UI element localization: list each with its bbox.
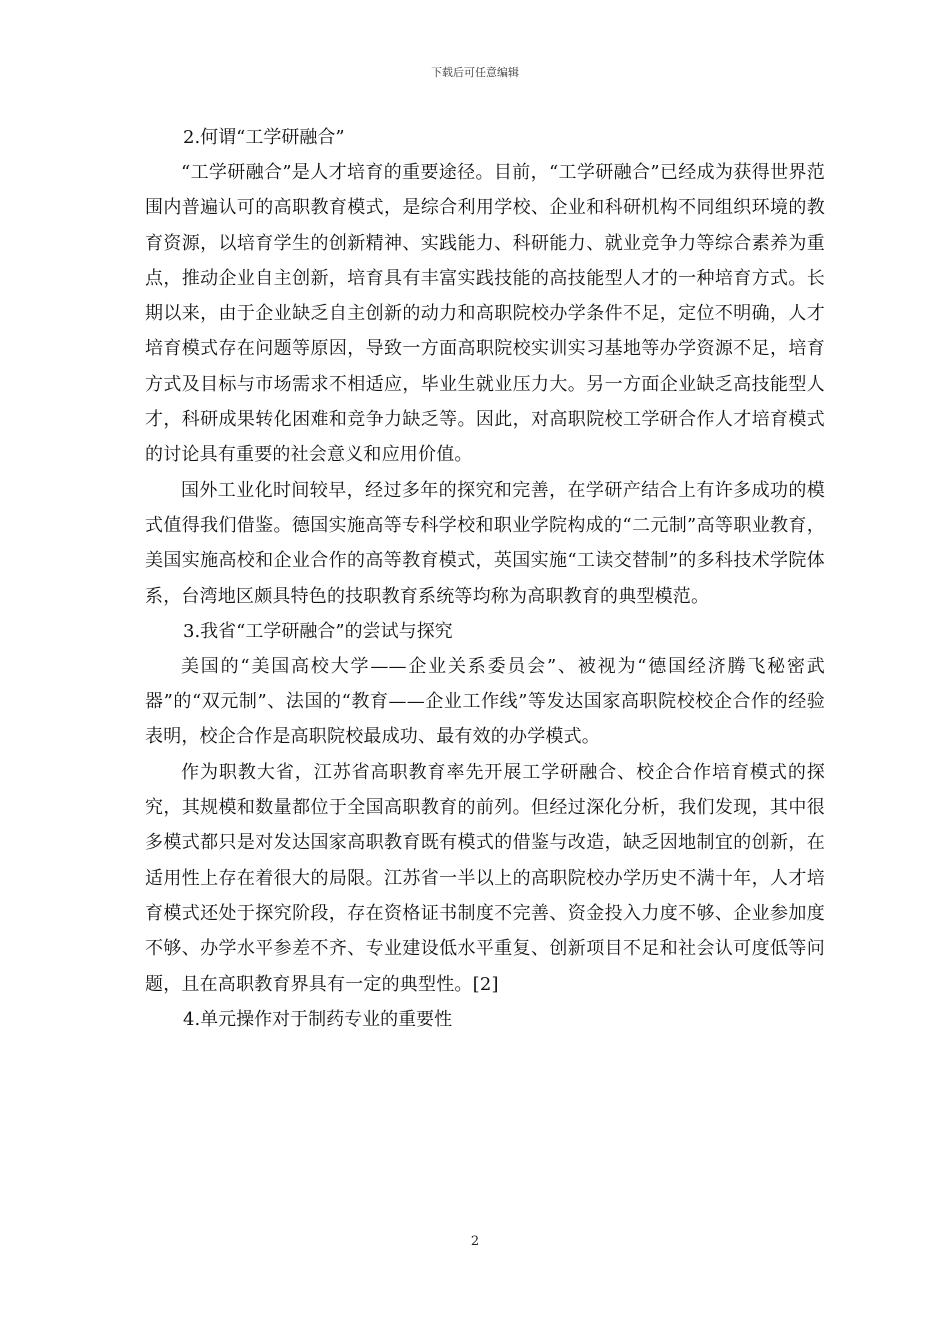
paragraph: 美国的“美国高校大学——企业关系委员会”、被视为“德国经济腾飞秘密武器”的“双元制”、法国的“教育——企业工作线”等发达国家高职院校校企合作的经验表明，校企合作是高职院校最成功、最有效的办学模式。 — [145, 655, 825, 748]
paragraph: 国外工业化时间较早，经过多年的探究和完善，在学研产结合上有许多成功的模式值得我们借鉴。德国实施高等专科学校和职业学院构成的“二元制”高等职业教育，美国实施高校和企业合作的高等教育模式，英国实施“工读交替制”的多科技术学院体系，台湾地区颇具特色的技职教育系统等均称为高职教育的典型模范。 — [145, 479, 825, 607]
citation: [2] — [472, 973, 499, 995]
section-heading-4: 4.单元操作对于制药专业的重要性 — [183, 1008, 453, 1030]
page-number: 2 — [470, 1234, 480, 1249]
page-header: 下载后可任意编辑 — [431, 66, 519, 79]
paragraph — [145, 755, 825, 1002]
section-heading-3: 3.我省“工学研融合”的尝试与探究 — [183, 620, 453, 642]
section-heading-2: 2.何谓“工学研融合” — [183, 127, 345, 148]
paragraph-text: 作为职教大省，江苏省高职教育率先开展工学研融合、校企合作培育模式的探究，其规模和数量都位于全国高职教育的前列。但经过深化分析，我们发现，其中很多模式都只是对发达国家高职教育既有模式的借鉴与改造，缺乏因地制宜的创新，在适用性上存在着很大的局限。江苏省一半以上的高职院校办学历史不满十年，人才培育模式还处于探究阶段，存在资格证书制度不完善、资金投入力度不够、企业参加度不够、办学水平参差不齐、专业建设低水平重复、创新项目不足和社会认可度低等问题，且在高职教育界具有一定的典型性。 — [145, 761, 825, 995]
document-body — [145, 120, 825, 1037]
paragraph: “工学研融合”是人才培育的重要途径。目前，“工学研融合”已经成为获得世界范围内普遍认可的高职教育模式，是综合利用学校、企业和科研机构不同组织环境的教育资源，以培育学生的创新精神、实践能力、科研能力、就业竞争力等综合素养为重点，推动企业自主创新，培育具有丰富实践技能的高技能型人才的一种培育方式。长期以来，由于企业缺乏自主创新的动力和高职院校办学条件不足，定位不明确，人才培育模式存在问题等原因，导致一方面高职院校实训实习基地等办学资源不足，培育方式及目标与市场需求不相适应，毕业生就业压力大。另一方面企业缺乏高技能型人才，科研成果转化困难和竞争力缺乏等。因此，对高职院校工学研合作人才培育模式的讨论具有重要的社会意义和应用价值。 — [145, 162, 825, 466]
